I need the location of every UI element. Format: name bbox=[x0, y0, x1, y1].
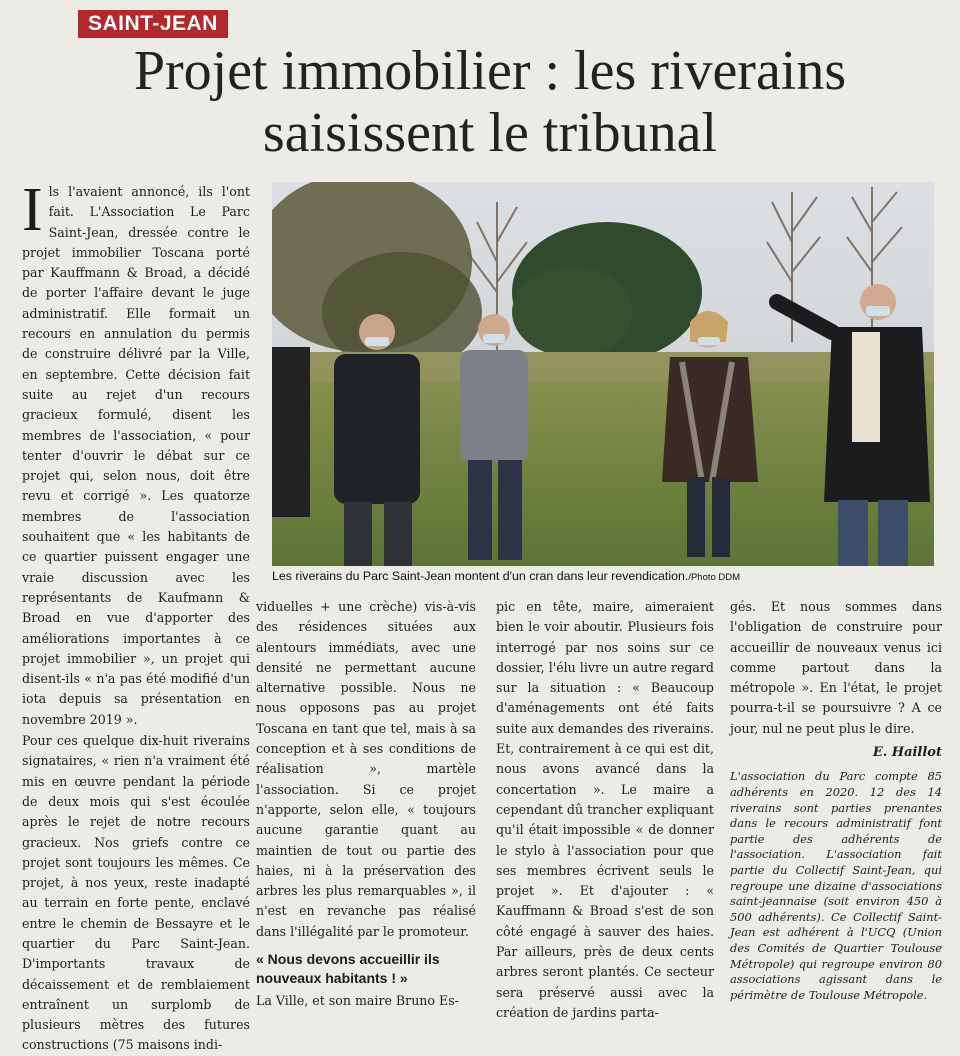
body-paragraph: viduelles + une crèche) vis-à-vis des résidences situées aux alentours immédiats, avec une densité ne permettant aucune alternative possible. Nous ne nous opposons pas au projet Toscana en tant que tel, mais à sa conception et à ses conditions de réalisation », martèle l'association. Si ce projet n'apporte, selon elle, « toujours aucune garantie quant au maintien de tout ou partie des haies, ni à la préservation des arbres les plus remarquables », il n'est en revanche pas réalisé dans l'illégalité par le promoteur. bbox=[256, 599, 476, 939]
drop-cap: I bbox=[22, 176, 43, 244]
caption-text: Les riverains du Parc Saint-Jean montent d'un cran dans leur revendication. bbox=[272, 569, 689, 583]
byline: E. Haillot bbox=[872, 745, 942, 761]
section-tag: SAINT-JEAN bbox=[78, 10, 228, 38]
photo-credit: /Photo DDM bbox=[688, 572, 741, 583]
body-paragraph: gés. Et nous sommes dans l'obligation de construire pour accueillir de nouveaux venus ici comme partout dans la métropole ». En l'état, le projet pourra-t-il se poursuivre ? A ce jour, nul ne peut plus le dire. bbox=[730, 599, 942, 736]
subheading: « Nous devons accueillir ils nouveaux habitants ! » bbox=[256, 951, 440, 987]
column-3 bbox=[496, 597, 714, 1023]
lead-text: ls l'avaient annoncé, ils l'ont fait. L'Association Le Parc Saint-Jean, dressée contre le projet immobilier Toscana porté par Kauffmann & Broad, a décidé de porter l'affaire devant le juge administratif. Elle formait un recours en annulation du permis de construire délivré par la Ville, en septembre. Cette décision fait suite au rejet d'un recours gracieux formulé, disent les membres de l'association, « pour tenter d'ouvrir le débat sur ce projet qui, selon nous, doit être revu et corrigé ». Les quatorze membres de l'association souhaitent que « les habitants de ce quartier puissent engager une vraie discussion avec les représentants de Kaufmann & Broad en vue d'apporter des améliorations importantes à ce projet immobilier », un projet qui disent-ils « n'a pas été modifié d'un iota depuis sa présentation en novembre 2019 ». bbox=[22, 184, 250, 727]
headline: Projet immobilier : les riverains saisissent le tribunal bbox=[133, 40, 847, 164]
body-paragraph: Pour ces quelque dix-huit riverains signataires, « rien n'a vraiment été mis en œuvre pendant la période de deux mois qui s'est écoulée après le rejet de notre recours gracieux. Nos griefs contre ce projet sont toujours les mêmes. Ce projet, à nos yeux, reste inadapté au terrain en forte pente, enclavé entre le chemin de Bessayre et le quartier du Parc Saint-Jean. D'importants travaux de décaissement et de remblaiement entraînent un surplomb de plusieurs mètres des futures constructions (75 maisons indi- bbox=[22, 733, 250, 1053]
body-paragraph: La Ville, et son maire Bruno Es- bbox=[256, 993, 459, 1009]
column-1 bbox=[22, 176, 250, 1056]
info-box: L'association du Parc compte 85 adhérents en 2020. 12 des 14 riverains sont parties prenantes dans le recours administratif font partie des adhérents de l'association. L'association fait partie du Collectif Saint-Jean, qui regroupe une dizaine d'associations saint-jeannaise (soit environ 450 à 500 adhérents). Ce Collectif Saint-Jean est adhérent à l'UCQ (Union des Comités de Quartier Toulouse Métropole) qui regroupe environ 80 associations agissant dans le périmètre de Toulouse Métropole. bbox=[730, 769, 942, 1002]
body-paragraph: pic en tête, maire, aimeraient bien le voir aboutir. Plusieurs fois interrogé par nos soins sur ce dossier, l'élu livre un autre regard sur la situation : « Beaucoup d'aménagements ont été faits suite aux demandes des riverains. Et, contrairement à ce qui est dit, nous avons avancé dans la concertation ». Le maire a cependant dû trancher expliquant qu'il était impossible « de donner le stylo à l'association pour que ses membres écrivent seuls le projet ». Et d'ajouter : « Kauffmann & Broad s'est de son côté engagé à sauver des haies. Par ailleurs, près de deux cents arbres seront plantés. Ce secteur sera préservé aussi avec la création de jardins parta- bbox=[496, 599, 714, 1020]
riverains-photo bbox=[272, 182, 934, 566]
article-photo bbox=[272, 182, 934, 566]
column-2 bbox=[256, 597, 476, 1011]
photo-caption bbox=[272, 567, 934, 587]
lead-paragraph bbox=[22, 176, 250, 730]
column-4 bbox=[730, 597, 942, 1003]
